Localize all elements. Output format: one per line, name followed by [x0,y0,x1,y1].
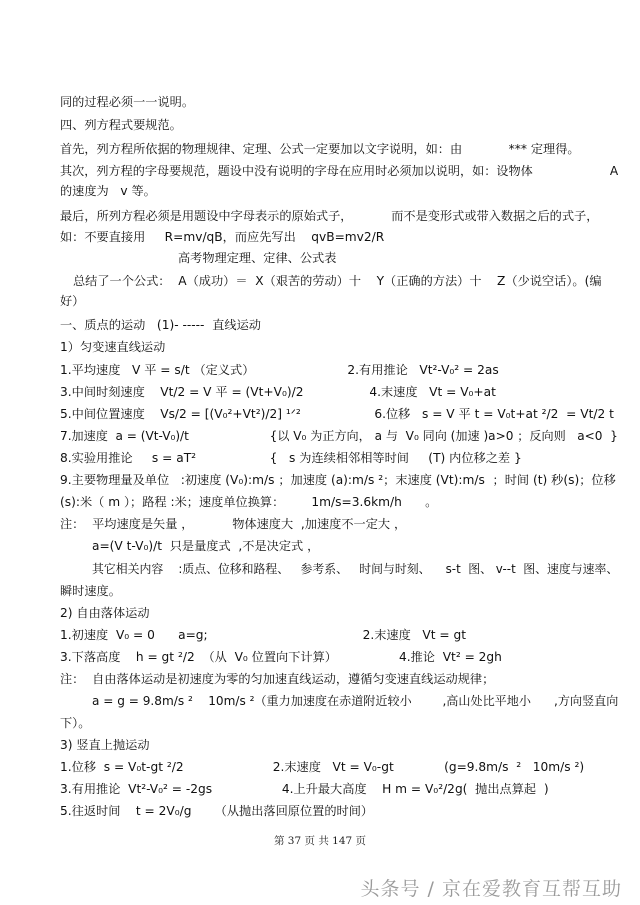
formula-line: 7.加速度 a = (Vt-V₀)/t {以 V₀ 为正方向， a 与 V₀ 同向 (加速 )a>0 ；反向则 a<0 } [60,429,618,443]
formula-line: 3.中间时刻速度 Vt/2 = V 平 = (Vt+V₀)/2 4.末速度 Vt = V₀+at [60,385,496,399]
formula-line: (s):米（ m ）；路程 :米；速度单位换算： 1m/s=3.6km/h 。 [60,495,438,509]
watermark: 头条号 / 京在爱教育互帮互助 [360,878,622,900]
subheading: 2) 自由落体运动 [60,606,150,620]
text-line: 首先，列方程所依据的物理规律、定理、公式一定要加以文字说明，如：由 *** 定理得。 [60,142,580,156]
note-line: 瞬时速度。 [60,584,121,598]
note-line: 其它相关内容 :质点、位移和路程、 参考系、 时间与时刻、 s-t 图、 v--t 图、速度与速率、 [92,562,619,576]
text-line: 的速度为 v 等。 [60,184,156,198]
formula-line: 5.中间位置速度 Vs/2 = [(V₀²+Vt²)/2] ¹ᐟ² 6.位移 s = V 平 t = V₀t+at ²/2 = Vt/2 t [60,407,614,421]
formula-line: 5.往返时间 t = 2V₀/g （从抛出落回原位置的时间） [60,804,374,818]
subheading: 3) 竖直上抛运动 [60,738,150,752]
note-line: 注： 自由落体运动是初速度为零的匀加速直线运动，遵循匀变速直线运动规律； [60,672,495,686]
text-line: 最后，所列方程必须是用题设中字母表示的原始式子， 而不是变形式或带入数据之后的式子， [60,209,599,223]
note-line: 注： 平均速度是矢量 ， 物体速度大 ,加速度不一定大 ， [60,517,407,531]
heading: 一、质点的运动 (1)- ----- 直线运动 [60,318,261,332]
subheading: 1）匀变速直线运动 [60,340,166,354]
formula-line: 1.初速度 V₀ = 0 a=g; 2.末速度 Vt = gt [60,628,467,642]
formula-line: 3.有用推论 Vt²-V₀² = -2gs 4.上升最大高度 H m = V₀²/2g( 抛出点算起 ) [60,782,549,796]
section-title: 高考物理定理、定律、公式表 [178,251,337,265]
text-line: 如：不要直接用 R=mv/qB，而应先写出 qvB=mv2/R [60,230,385,244]
text-line: 总结了一个公式： A（成功）＝ X（艰苦的劳动）十 Y（正确的方法）十 Z（少说空话）。(编 [73,274,602,288]
text-line: 好） [60,294,85,308]
formula-line: 3.下落高度 h = gt ²/2 （从 V₀ 位置向下计算） 4.推论 Vt² = 2gh [60,650,502,664]
formula-line: 9.主要物理量及单位 :初速度 (V₀):m/s ；加速度 (a):m/s ²；末速度 (Vt):m/s ；时间 (t) 秒(s)；位移 [60,473,616,487]
note-line: 下）。 [60,716,91,730]
page-footer: 第 37 页 共 147 页 [273,835,367,847]
note-line: a=(V t-V₀)/t 只是量度式 ,不是决定式 ， [92,539,320,553]
text-line: 四、列方程式要规范。 [60,118,182,132]
text-line: 其次，列方程的字母要规范，题设中没有说明的字母在应用时必须加以说明，如：设物体 A [60,164,619,178]
note-line: a = g = 9.8m/s ² 10m/s ²（重力加速度在赤道附近较小 ,高山处比平地小 ,方向竖直向 [92,694,619,708]
formula-line: 1.位移 s = V₀t-gt ²/2 2.末速度 Vt = V₀-gt (g=9.8m/s ² 10m/s ²) [60,760,585,774]
text-line: 同的过程必须一一说明。 [60,95,195,109]
formula-line: 1.平均速度 V 平 = s/t （定义式） 2.有用推论 Vt²-V₀² = 2as [60,363,499,377]
formula-line: 8.实验用推论 s = aT² { s 为连续相邻相等时间 (T) 内位移之差 } [60,451,522,465]
